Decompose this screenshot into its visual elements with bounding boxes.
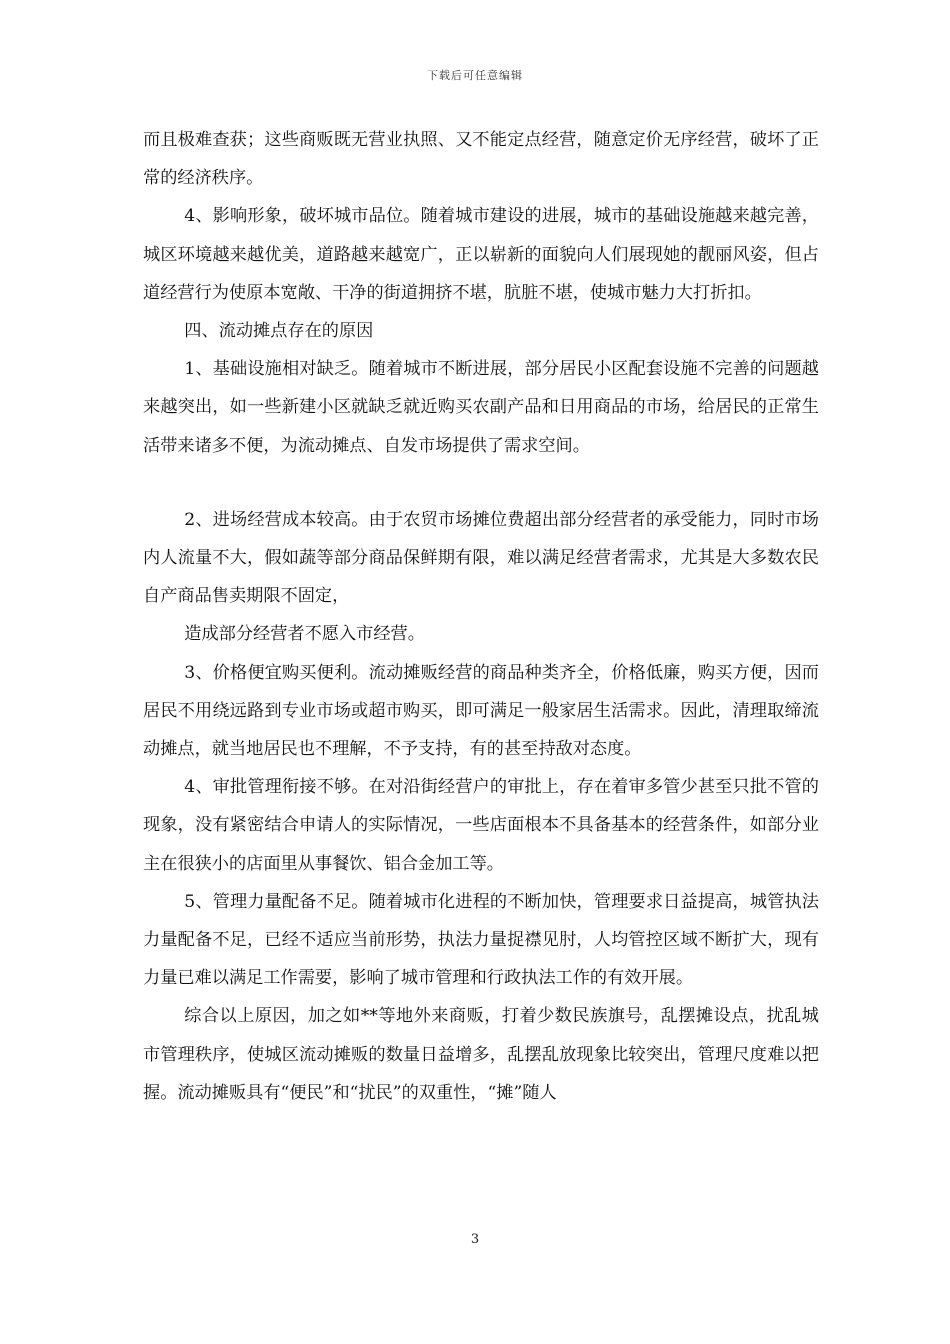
paragraph-item-4-image: 4、影响形象，破坏城市品位。随着城市建设的进展，城市的基础设施越来越完善，城区环境越来越优美，道路越来越宽广，正以崭新的面貌向人们展现她的靓丽风姿，但占道经营行为使原本宽敞、干净的街道拥挤不堪，肮脏不堪，使城市魅力大打折扣。 (143, 206, 819, 303)
paragraph-cause-5: 5、管理力量配备不足。随着城市化进程的不断加快，管理要求日益提高，城管执法力量配备不足，已经不适应当前形势，执法力量捉襟见肘，人均管控区域不断扩大，现有力量已难以满足工作需要，影响了城市管理和行政执法工作的有效开展。 (143, 891, 819, 989)
paragraph-cause-2: 2、进场经营成本较高。由于农贸市场摊位费超出部分经营者的承受能力，同时市场内人流量不大，假如蔬等部分商品保鲜期有限，难以满足经营者需求，尤其是大多数农民自产商品售卖期限不固定， (143, 509, 819, 607)
paragraph-cause-2-continued: 造成部分经营者不愿入市经营。 (184, 624, 425, 645)
body-text (143, 121, 819, 1112)
paragraph-cause-1: 1、基础设施相对缺乏。随着城市不断进展，部分居民小区配套设施不完善的问题越来越突出，如一些新建小区就缺乏就近购买农副产品和日用商品的市场，给居民的正常生活带来诸多不便，为流动摊点、自发市场提供了需求空间。 (143, 359, 819, 456)
paragraph-continuation: 而且极难查获；这些商贩既无营业执照、又不能定点经营，随意定价无序经营，破坏了正常的经济秩序。 (143, 130, 819, 189)
paragraph-cause-4: 4、审批管理衔接不够。在对沿街经营户的审批上，存在着审多管少甚至只批不管的现象，没有紧密结合申请人的实际情况，一些店面根本不具备基本的经营条件，如部分业主在很狭小的店面里从事餐饮、铝合金加工等。 (143, 777, 819, 874)
paragraph-cause-3: 3、价格便宜购买便利。流动摊贩经营的商品种类齐全，价格低廉，购买方便，因而居民不用绕远路到专业市场或超市购买，即可满足一般家居生活需求。因此，清理取缔流动摊点，就当地居民也不理解，不予支持，有的甚至持敌对态度。 (143, 662, 819, 760)
paragraph-summary: 综合以上原因，加之如**等地外来商贩，打着少数民族旗号，乱摆摊设点，扰乱城市管理秩序，使城区流动摊贩的数量日益增多，乱摆乱放现象比较突出，管理尺度难以把握。流动摊贩具有“便民”和“扰民”的双重性，“摊”随人 (143, 1006, 819, 1103)
page-number: 3 (470, 1232, 480, 1247)
header-note: 下载后可任意编辑 (427, 69, 523, 82)
section-heading-causes: 四、流动摊点存在的原因 (184, 321, 374, 342)
